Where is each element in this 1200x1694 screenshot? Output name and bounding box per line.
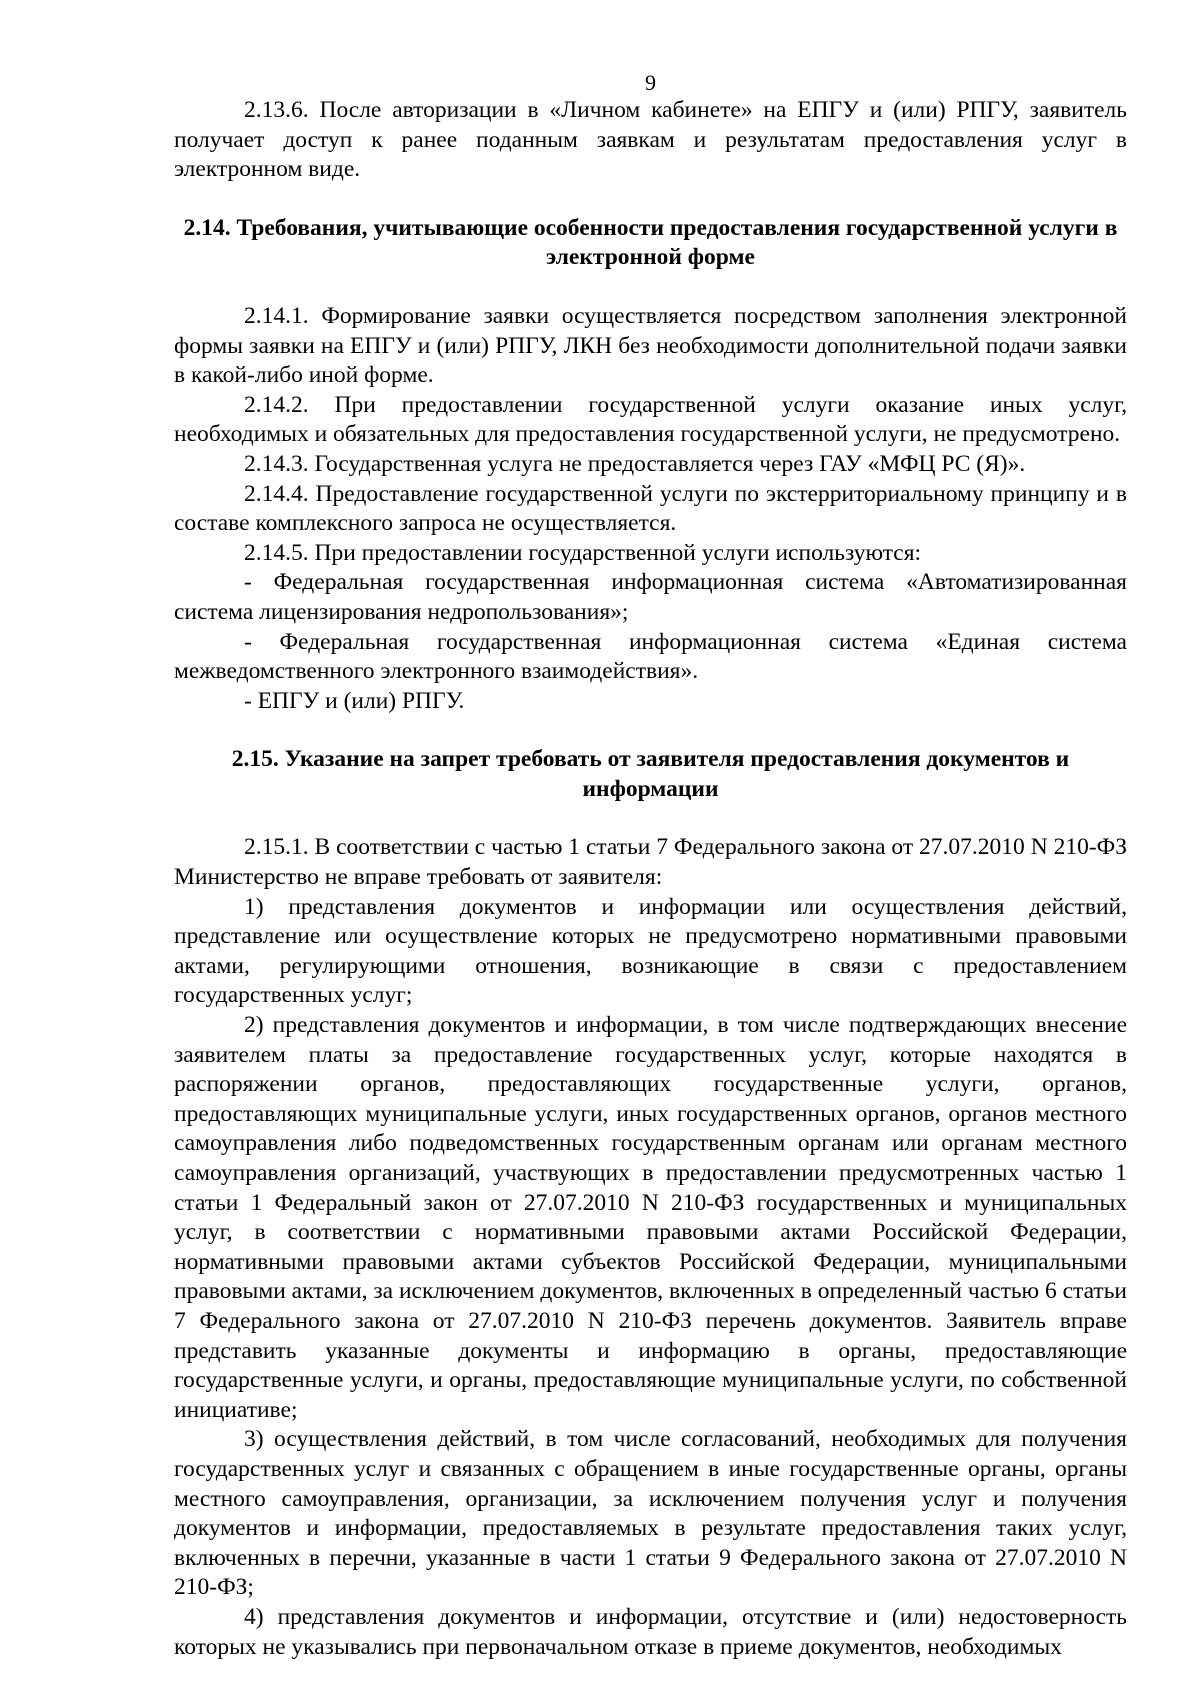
spacer bbox=[174, 185, 1127, 214]
section-heading-2-15: 2.15. Указание на запрет требовать от заявителя предоставления документов и информации bbox=[231, 746, 1070, 802]
spacer bbox=[174, 716, 1127, 745]
spacer bbox=[174, 273, 1127, 302]
spacer bbox=[174, 804, 1127, 833]
document-page bbox=[174, 70, 1127, 1662]
list-item-fgis-smev: - Федеральная государственная информационная система «Единая система межведомственного электронного взаимодействия». bbox=[174, 628, 1127, 685]
paragraph-2-15-1: 2.15.1. В соответствии с частью 1 статьи 7 Федерального закона от 27.07.2010 N 210-ФЗ Министерство не вправе требовать от заявителя: bbox=[174, 834, 1127, 891]
list-item-epgu-rpgu: - ЕПГУ и (или) РПГУ. bbox=[244, 687, 465, 714]
list-item-3: 3) осуществления действий, в том числе согласований, необходимых для получения государственных услуг и связанных с обращением в иные государственные органы, органы местного самоуправления, организации, за исключением получения услуг и получения документов и информации, предоставляемых в результате предоставления таких услуг, включенных в перечни, указанные в части 1 статьи 9 Федерального закона от 27.07.2010 N 210-ФЗ; bbox=[174, 1426, 1127, 1601]
list-item-2: 2) представления документов и информации, в том числе подтверждающих внесение заявителем платы за предоставление государственных услуг, которые находятся в распоряжении органов, предоставляющих государственные услуги, органов, предоставляющих муниципальные услуги, иных государственных органов, органов местного самоуправления либо подведомственных государственным органам или органам местного самоуправления организаций, участвующих в предоставлении предусмотренных частью 1 статьи 1 Федеральный закон от 27.07.2010 N 210-ФЗ государственных и муниципальных услуг, в соответствии с нормативными правовыми актами Российской Федерации, нормативными правовыми актами субъектов Российской Федерации, муниципальными правовыми актами, за исключением документов, включенных в определенный частью 6 статьи 7 Федерального закона от 27.07.2010 N 210-ФЗ перечень документов. Заявитель вправе представить указанные документы и информацию в органы, предоставляющие государственные услуги, и органы, предоставляющие муниципальные услуги, по собственной инициативе; bbox=[174, 1012, 1127, 1423]
paragraph-2-14-5: 2.14.5. При предоставлении государственной услуги используются: bbox=[244, 539, 922, 566]
list-item-4: 4) представления документов и информации, отсутствие и (или) недостоверность которых не указывались при первоначальном отказе в приеме документов, необходимых bbox=[174, 1603, 1127, 1660]
list-item-fgis-alsn: - Федеральная государственная информационная система «Автоматизированная система лицензирования недропользования»; bbox=[174, 569, 1127, 625]
paragraph-2-14-1: 2.14.1. Формирование заявки осуществляется посредством заполнения электронной формы заявки на ЕПГУ и (или) РПГУ, ЛКН без необходимости дополнительной подачи заявки в какой-либо иной форме. bbox=[174, 302, 1127, 389]
page-number: 9 bbox=[645, 70, 656, 95]
section-heading-2-14: 2.14. Требования, учитывающие особенности предоставления государственной услуги в электронной форме bbox=[183, 214, 1118, 271]
paragraph-2-13-6: 2.13.6. После авторизации в «Личном кабинете» на ЕПГУ и (или) РПГУ, заявитель получает доступ к ранее поданным заявкам и результатам предоставления услуг в электронном виде. bbox=[174, 97, 1127, 183]
paragraph-2-14-2: 2.14.2. При предоставлении государственной услуги оказание иных услуг, необходимых и обязательных для предоставления государственной услуги, не предусмотрено. bbox=[174, 391, 1127, 448]
paragraph-2-14-3: 2.14.3. Государственная услуга не предоставляется через ГАУ «МФЦ РС (Я)». bbox=[244, 450, 1026, 477]
list-item-1: 1) представления документов и информации или осуществления действий, представление или осуществление которых не предусмотрено нормативными правовыми актами, регулирующими отношения, возникающие в связи с предоставлением государственных услуг; bbox=[174, 893, 1127, 1009]
paragraph-2-14-4: 2.14.4. Предоставление государственной услуги по экстерриториальному принципу и в составе комплексного запроса не осуществляется. bbox=[174, 480, 1127, 537]
